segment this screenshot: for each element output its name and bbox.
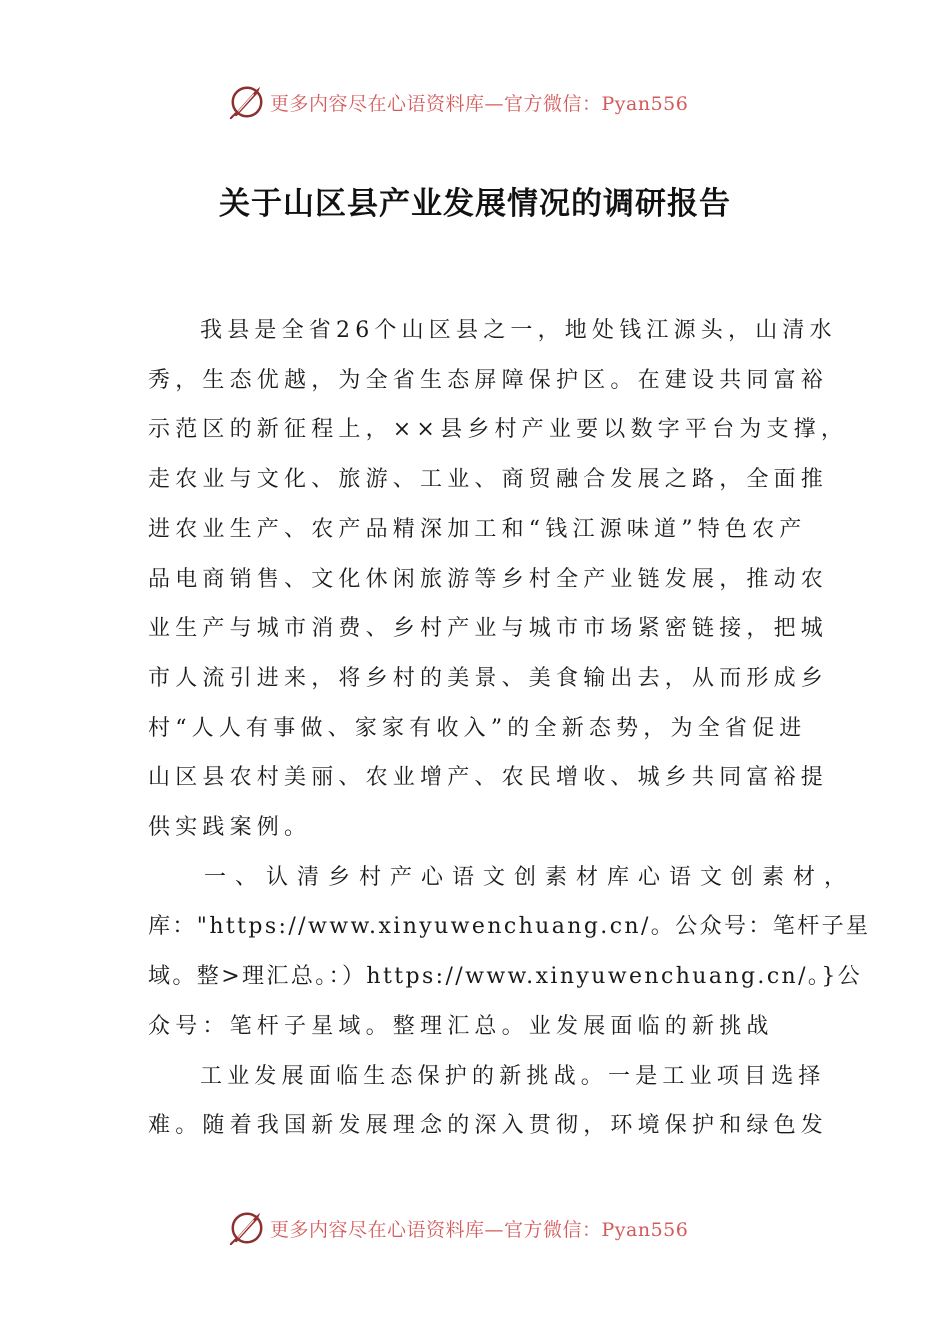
text-line: 众号：笔杆子星域。整理汇总。业发展面临的新挑战 xyxy=(148,1013,774,1039)
footer-watermark-banner xyxy=(228,1206,688,1250)
watermark-text: 更多内容尽在心语资料库—官方微信：Pyan556 xyxy=(270,92,689,115)
quill-pen-logo-icon xyxy=(228,83,266,121)
paragraph-intro xyxy=(148,306,849,853)
text-line: 示范区的新征程上，××县乡村产业要以数字平台为支撑， xyxy=(148,417,849,443)
text-line: 市人流引进来，将乡村的美景、美食输出去，从而形成乡 xyxy=(148,665,829,691)
text-line: 走农业与文化、旅游、工业、商贸融合发展之路，全面推 xyxy=(148,467,829,493)
header-watermark-banner xyxy=(228,80,688,124)
watermark-text: 更多内容尽在心语资料库—官方微信：Pyan556 xyxy=(270,1218,689,1241)
text-line: 难。随着我国新发展理念的深入贯彻，环境保护和绿色发 xyxy=(148,1113,829,1139)
text-line: 工业发展面临生态保护的新挑战。一是工业项目选择 xyxy=(200,1063,826,1089)
text-line: 村“人人有事做、家家有收入”的全新态势，为全省促进 xyxy=(148,715,807,741)
text-line: 供实践案例。 xyxy=(148,815,312,841)
text-line: 一、认清乡村产心语文创素材库心语文创素材， xyxy=(204,864,856,890)
document-title: 关于山区县产业发展情况的调研报告 xyxy=(219,186,731,222)
text-line: 业生产与城市消费、乡村产业与城市市场紧密链接，把城 xyxy=(148,616,829,642)
text-line: 进农业生产、农产品精深加工和“钱江源味道”特色农产 xyxy=(148,516,807,542)
paragraph-section-heading xyxy=(148,853,871,1052)
text-line: 秀，生态优越，为全省生态屏障保护区。在建设共同富裕 xyxy=(148,367,829,393)
text-line: 库："https://www.xinyuwenchuang.cn/。公众号：笔杆子星 xyxy=(148,914,871,940)
quill-pen-logo-icon xyxy=(228,1209,266,1247)
text-line: 域。整>理汇总。：）https://www.xinyuwenchuang.cn/。}公 xyxy=(148,964,863,990)
text-line: 品电商销售、文化休闲旅游等乡村全产业链发展，推动农 xyxy=(148,566,829,592)
paragraph-industry xyxy=(148,1052,829,1151)
text-line: 我县是全省26个山区县之一，地处钱江源头，山清水 xyxy=(200,318,837,343)
document-body xyxy=(148,306,871,1151)
text-line: 山区县农村美丽、农业增产、农民增收、城乡共同富裕提 xyxy=(148,765,829,791)
